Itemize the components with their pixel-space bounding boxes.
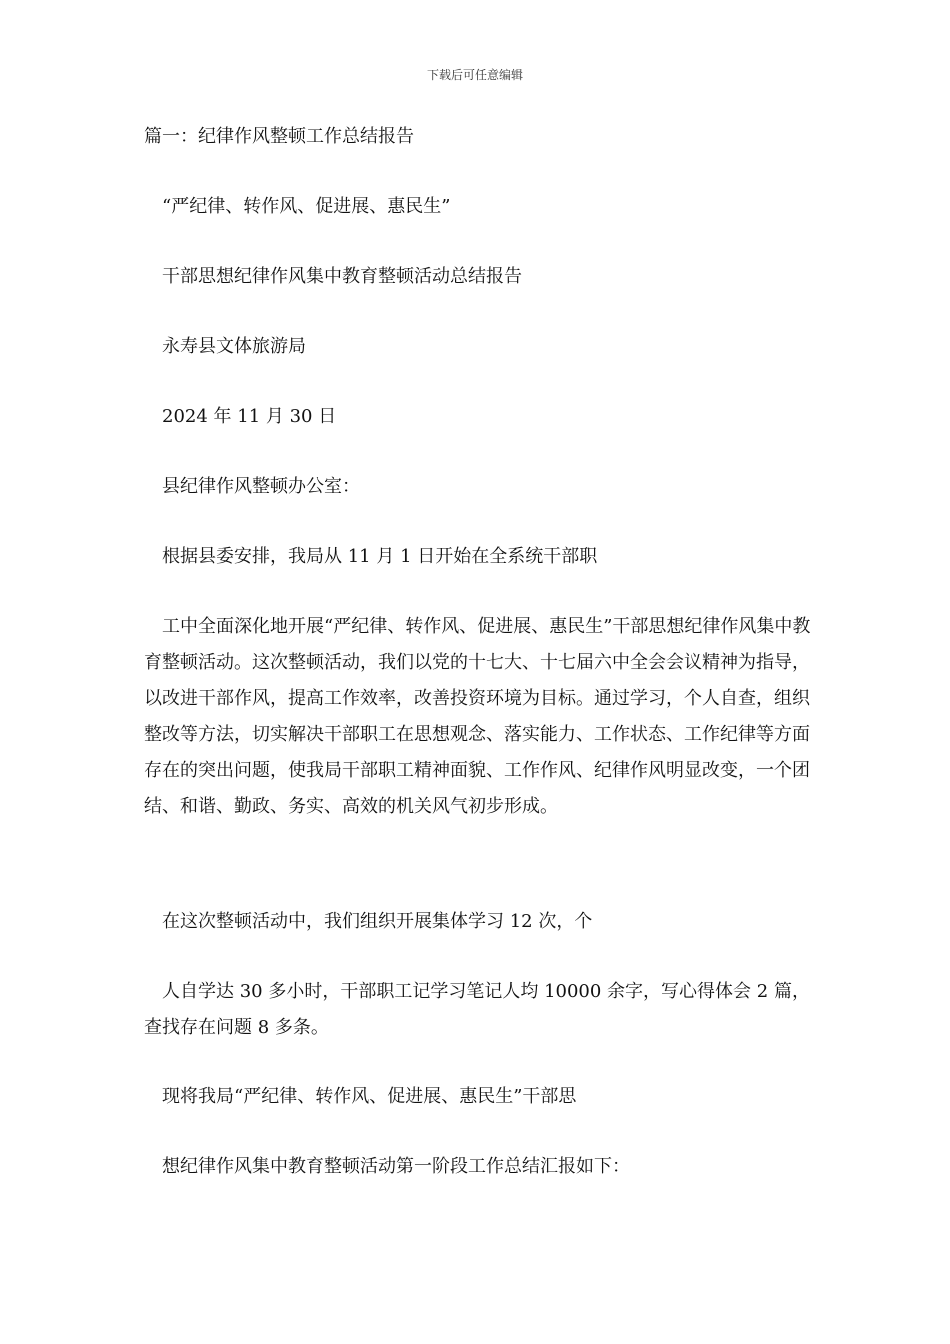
report-subtitle: 干部思想纪律作风集中教育整顿活动总结报告 — [162, 266, 522, 287]
paragraph-3-body: 想纪律作风集中教育整顿活动第一阶段工作总结汇报如下： — [162, 1156, 630, 1177]
paragraph-3-line: 现将我局“严纪律、转作风、促进展、惠民生”干部思 — [162, 1086, 577, 1107]
slogan: “严纪律、转作风、促进展、惠民生” — [162, 196, 451, 217]
organization: 永寿县文体旅游局 — [162, 336, 306, 357]
paragraph-2-body: 人自学达 30 多小时，干部职工记学习笔记人均 10000 余字，写心得体会 2 篇，查找存在问题 8 多条。 — [144, 981, 810, 1038]
recipient: 县纪律作风整顿办公室： — [162, 476, 360, 497]
paragraph-1-line: 根据县委安排，我局从 11 月 1 日开始在全系统干部职 — [162, 546, 598, 567]
page-header: 下载后可任意编辑 — [426, 68, 523, 82]
paragraph-1-body: 工中全面深化地开展“严纪律、转作风、促进展、惠民生”干部思想纪律作风集中教育整顿活动。这次整顿活动，我们以党的十七大、十七届六中全会会议精神为指导，以改进干部作风，提高工作效率，改善投资环境为目标。通过学习，个人自查，组织整改等方法，切实解决干部职工在思想观念、落实能力、工作状态、工作纪律等方面存在的突出问题，使我局干部职工精神面貌、工作作风、纪律作风明显改变，一个团结、和谐、勤政、务实、高效的机关风气初步形成。 — [144, 616, 811, 817]
report-date: 2024 年 11 月 30 日 — [162, 406, 337, 427]
paragraph-2-line: 在这次整顿活动中，我们组织开展集体学习 12 次，个 — [162, 911, 593, 932]
document-title: 篇一：纪律作风整顿工作总结报告 — [144, 126, 414, 147]
